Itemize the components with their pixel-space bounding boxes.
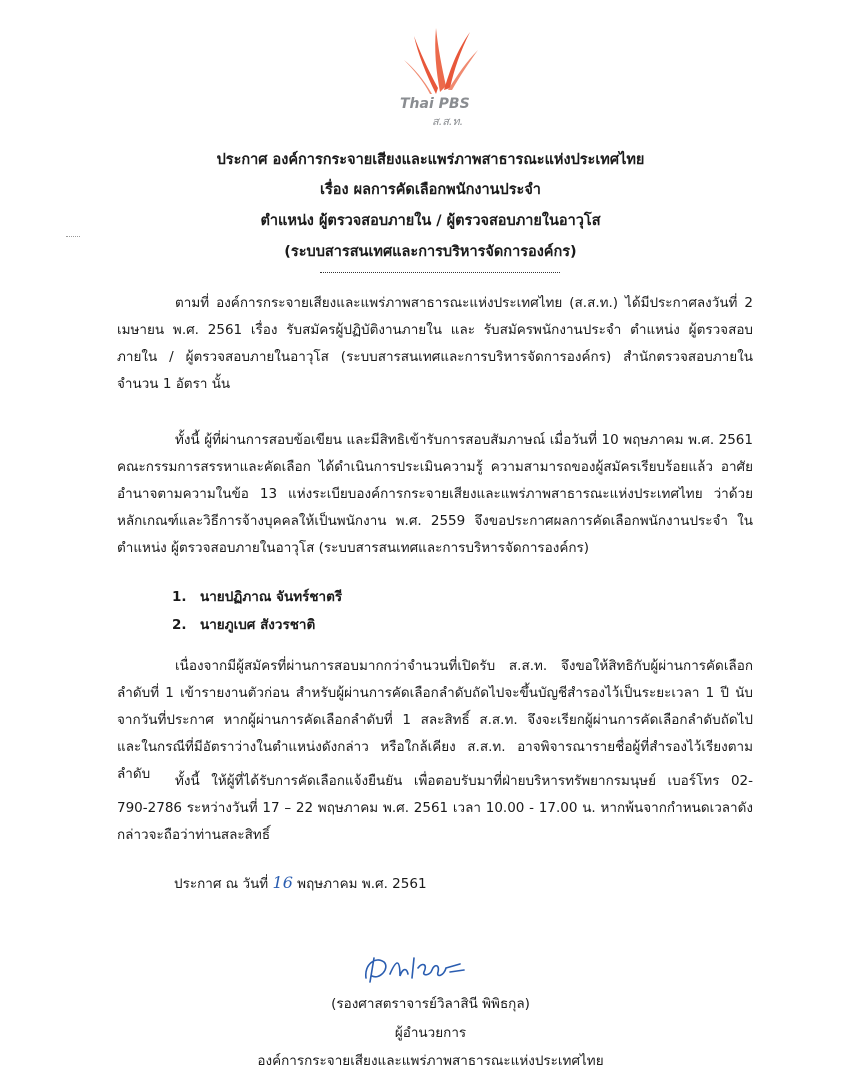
announce-suffix: พฤษภาคม พ.ศ. 2561 xyxy=(297,876,427,892)
list-item xyxy=(172,613,315,635)
thai-pbs-logo xyxy=(388,14,488,126)
heading-line-4: (ระบบสารสนเทศและการบริหารจัดการองค์กร) xyxy=(284,244,577,260)
separator-dots xyxy=(320,272,560,273)
heading-line-1: ประกาศ องค์การกระจายเสียงและแพร่ภาพสาธารณะแห่งประเทศไทย xyxy=(216,152,645,168)
announce-prefix: ประกาศ ณ วันที่ xyxy=(174,876,269,892)
announce-day: 16 xyxy=(272,873,293,892)
paragraph-2: ทั้งนี้ ผู้ที่ผ่านการสอบข้อเขียน และมีสิทธิเข้ารับการสอบสัมภาษณ์ เมื่อวันที่ 10 พฤษภาคม พ.ศ. 2561 คณะกรรมการสรรหาและคัดเลือก ได้ดำเนินการประเมินความรู้ ความสามารถของผู้สมัครเรียบร้อยแล้ว อาศัยอำนาจตามความในข้อ 13 แห่งระเบียบองค์การกระจายเสียงและแพร่ภาพสาธารณะแห่งประเทศไทย ว่าด้วยหลักเกณฑ์และวิธีการจ้างบุคคลให้เป็นพนักงาน พ.ศ. 2559 จึงขอประกาศผลการคัดเลือกพนักงานประจำ ในตำแหน่ง ผู้ตรวจสอบภายในอาวุโส (ระบบสารสนเทศและการบริหารจัดการองค์กร) xyxy=(117,432,753,556)
margin-mark xyxy=(66,236,80,237)
list-item xyxy=(172,585,342,607)
list-number: 2. xyxy=(172,617,187,633)
heading-line-3: ตำแหน่ง ผู้ตรวจสอบภายใน / ผู้ตรวจสอบภายในอาวุโส xyxy=(260,213,601,229)
signer-organization: องค์การกระจายเสียงและแพร่ภาพสาธารณะแห่งประเทศไทย xyxy=(257,1053,604,1069)
logo-name: Thai PBS xyxy=(400,96,470,112)
signer-title: ผู้อำนวยการ xyxy=(394,1025,467,1041)
signature-icon xyxy=(360,950,470,990)
heading-line-2: เรื่อง ผลการคัดเลือกพนักงานประจำ xyxy=(320,182,541,198)
paragraph-3: เนื่องจากมีผู้สมัครที่ผ่านการสอบมากกว่าจำนวนที่เปิดรับ ส.ส.ท. จึงขอให้สิทธิกับผู้ผ่านการคัดเลือกลำดับที่ 1 เข้ารายงานตัวก่อน สำหรับผู้ผ่านการคัดเลือกลำดับถัดไปจะขึ้นบัญชีสำรองไว้เป็นระยะเวลา 1 ปี นับจากวันที่ประกาศ หากผู้ผ่านการคัดเลือกลำดับที่ 1 สละสิทธิ์ ส.ส.ท. จึงจะเรียกผู้ผ่านการคัดเลือกลำดับถัดไป และในกรณีที่มีอัตราว่างในตำแหน่งดังกล่าว หรือใกล้เคียง ส.ส.ท. อาจพิจารณารายชื่อผู้ที่สำรองไว้เรียงตามลำดับ xyxy=(117,658,753,782)
paragraph-1: ตามที่ องค์การกระจายเสียงและแพร่ภาพสาธารณะแห่งประเทศไทย (ส.ส.ท.) ได้มีประกาศลงวันที่ 2 เมษายน พ.ศ. 2561 เรื่อง รับสมัครผู้ปฏิบัติงานภายใน และ รับสมัครพนักงานประจำ ตำแหน่ง ผู้ตรวจสอบภายใน / ผู้ตรวจสอบภายในอาวุโส (ระบบสารสนเทศและการบริหารจัดการองค์กร) สำนักตรวจสอบภายใน จำนวน 1 อัตรา นั้น xyxy=(117,295,753,392)
list-number: 1. xyxy=(172,589,187,605)
logo-subtitle: ส.ส.ท. xyxy=(432,115,464,128)
paragraph-4: ทั้งนี้ ให้ผู้ที่ได้รับการคัดเลือกแจ้งยืนยัน เพื่อตอบรับมาที่ฝ่ายบริหารทรัพยากรมนุษย์ เบอร์โทร 02-790-2786 ระหว่างวันที่ 17 – 22 พฤษภาคม พ.ศ. 2561 เวลา 10.00 - 17.00 น. หากพ้นจากกำหนดเวลาดังกล่าวจะถือว่าท่านสละสิทธิ์ xyxy=(117,773,753,843)
announce-date xyxy=(174,872,427,894)
signature-scribble xyxy=(360,950,470,994)
signer-name: (รองศาสตราจารย์วิลาสินี พิพิธกุล) xyxy=(331,996,530,1012)
bird-wing-icon xyxy=(396,14,480,100)
list-name: นายปฏิภาณ จันทร์ชาตรี xyxy=(200,589,343,605)
list-name: นายภูเบศ สังวรชาติ xyxy=(200,617,316,633)
